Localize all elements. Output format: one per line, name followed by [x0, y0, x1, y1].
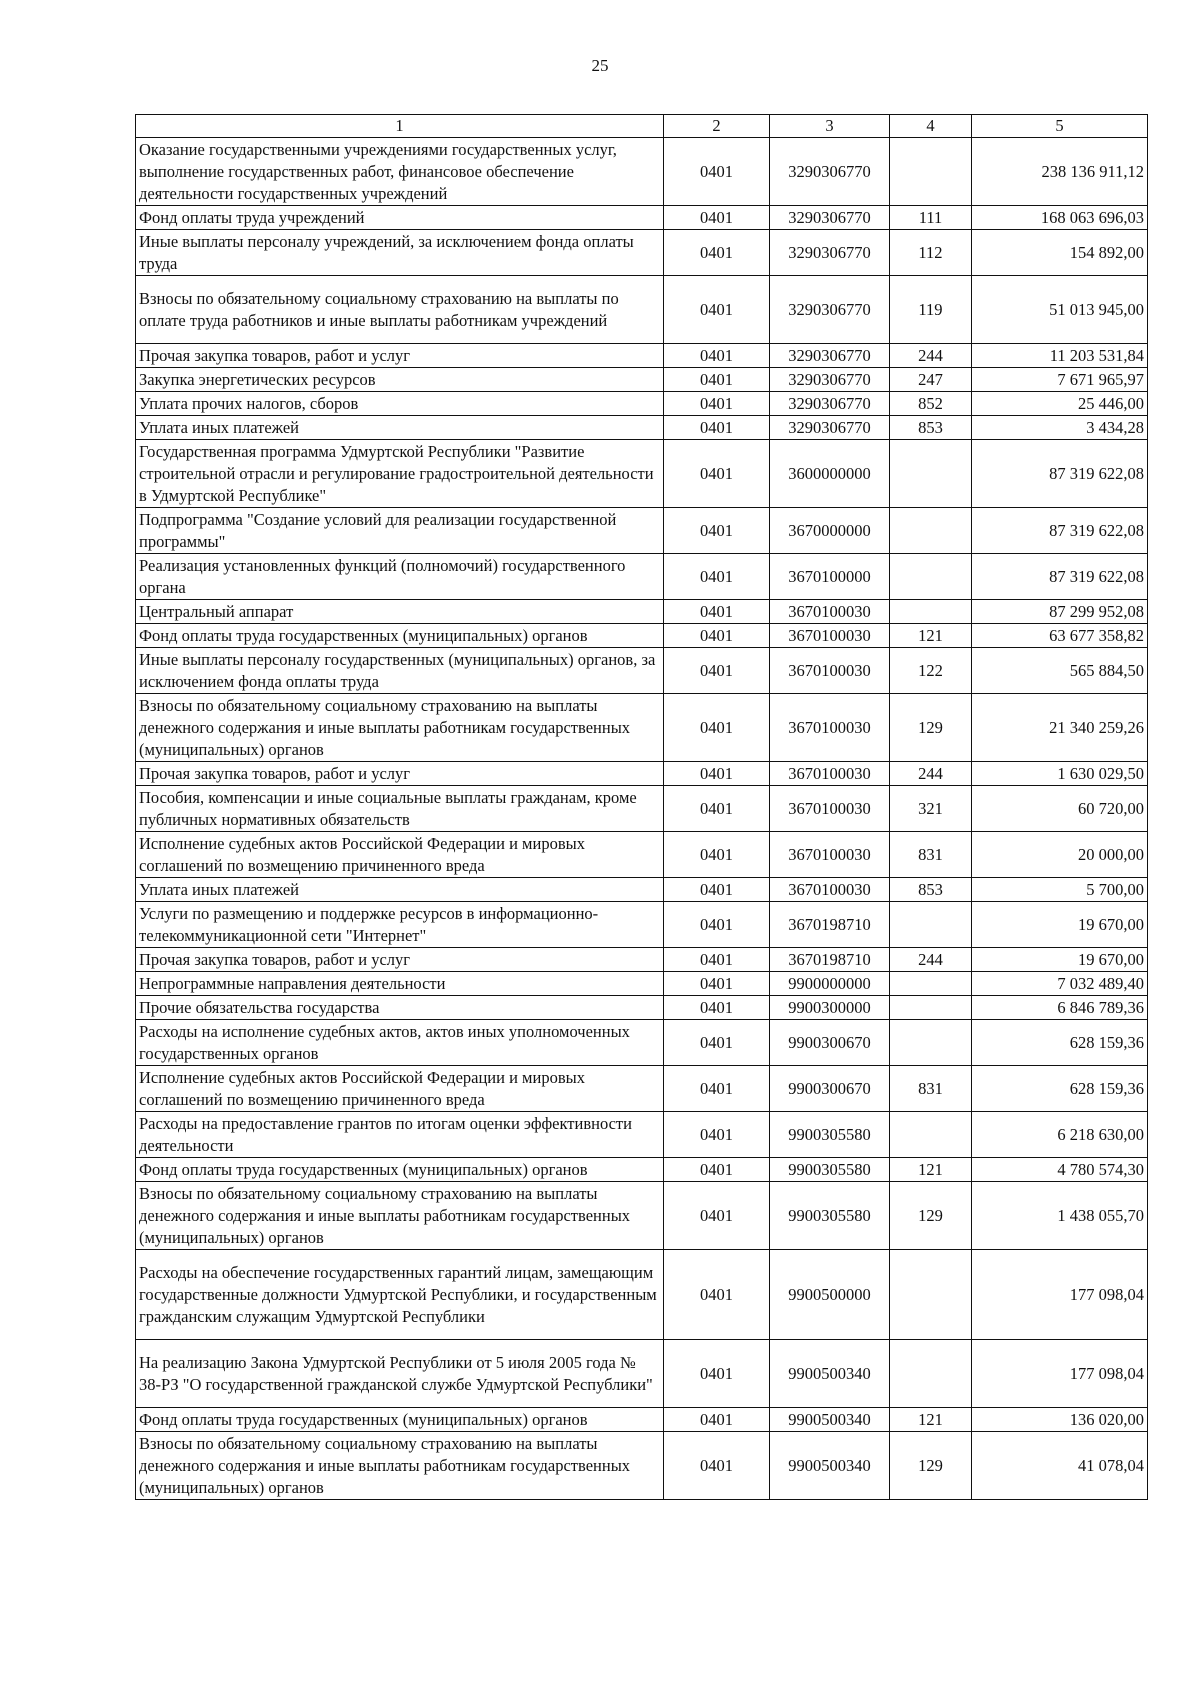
- target-code-cell: 9900300000: [770, 996, 890, 1020]
- expense-type-cell: 321: [890, 786, 972, 832]
- target-code-cell: 3670100030: [770, 648, 890, 694]
- row-name-cell: На реализацию Закона Удмуртской Республики от 5 июля 2005 года № 38-РЗ "О государственной гражданской службе Удмуртской Республики": [136, 1340, 664, 1408]
- expense-type-cell: [890, 600, 972, 624]
- section-code-cell: 0401: [664, 600, 770, 624]
- table-row: [136, 762, 1148, 786]
- row-name-cell: Расходы на исполнение судебных актов, актов иных уполномоченных государственных органов: [136, 1020, 664, 1066]
- amount-cell: 5 700,00: [972, 878, 1148, 902]
- expense-type-cell: 121: [890, 1158, 972, 1182]
- target-code-cell: 3670100030: [770, 878, 890, 902]
- section-code-cell: 0401: [664, 1408, 770, 1432]
- table-row: [136, 832, 1148, 878]
- section-code-cell: 0401: [664, 1158, 770, 1182]
- table-header: [136, 115, 1148, 138]
- section-code-cell: 0401: [664, 1066, 770, 1112]
- amount-cell: 177 098,04: [972, 1340, 1148, 1408]
- section-code-cell: 0401: [664, 624, 770, 648]
- section-code-cell: 0401: [664, 392, 770, 416]
- amount-cell: 1 630 029,50: [972, 762, 1148, 786]
- target-code-cell: 3670100030: [770, 600, 890, 624]
- table-row: [136, 694, 1148, 762]
- expense-type-cell: 247: [890, 368, 972, 392]
- row-name-cell: Фонд оплаты труда государственных (муниципальных) органов: [136, 1408, 664, 1432]
- expense-type-cell: 244: [890, 344, 972, 368]
- target-code-cell: 3290306770: [770, 416, 890, 440]
- expense-type-cell: [890, 1250, 972, 1340]
- header-col-1: 1: [136, 115, 664, 138]
- expense-type-cell: 244: [890, 948, 972, 972]
- header-row: [136, 115, 1148, 138]
- expense-type-cell: [890, 1112, 972, 1158]
- target-code-cell: 9900500340: [770, 1340, 890, 1408]
- expense-type-cell: 121: [890, 1408, 972, 1432]
- amount-cell: 168 063 696,03: [972, 206, 1148, 230]
- row-name-cell: Прочие обязательства государства: [136, 996, 664, 1020]
- table-body: [136, 138, 1148, 1500]
- target-code-cell: 9900300670: [770, 1020, 890, 1066]
- expense-type-cell: [890, 508, 972, 554]
- row-name-cell: Иные выплаты персоналу государственных (муниципальных) органов, за исключением фонда оплаты труда: [136, 648, 664, 694]
- table-row: [136, 1250, 1148, 1340]
- row-name-cell: Исполнение судебных актов Российской Федерации и мировых соглашений по возмещению причиненного вреда: [136, 1066, 664, 1112]
- table-row: [136, 1158, 1148, 1182]
- target-code-cell: 3290306770: [770, 344, 890, 368]
- header-col-3: 3: [770, 115, 890, 138]
- row-name-cell: Взносы по обязательному социальному страхованию на выплаты денежного содержания и иные выплаты работникам государственных (муниципальных) органов: [136, 1182, 664, 1250]
- row-name-cell: Государственная программа Удмуртской Республики "Развитие строительной отрасли и регулирование градостроительной деятельности в Удмуртской Республике": [136, 440, 664, 508]
- amount-cell: 87 319 622,08: [972, 440, 1148, 508]
- table-row: [136, 1182, 1148, 1250]
- amount-cell: 63 677 358,82: [972, 624, 1148, 648]
- target-code-cell: 3670100000: [770, 554, 890, 600]
- amount-cell: 19 670,00: [972, 948, 1148, 972]
- table-row: [136, 786, 1148, 832]
- row-name-cell: Уплата иных платежей: [136, 416, 664, 440]
- section-code-cell: 0401: [664, 996, 770, 1020]
- amount-cell: 19 670,00: [972, 902, 1148, 948]
- table-row: [136, 1020, 1148, 1066]
- target-code-cell: 3670100030: [770, 786, 890, 832]
- amount-cell: 628 159,36: [972, 1020, 1148, 1066]
- row-name-cell: Фонд оплаты труда учреждений: [136, 206, 664, 230]
- section-code-cell: 0401: [664, 1432, 770, 1500]
- table-row: [136, 878, 1148, 902]
- table-row: [136, 1066, 1148, 1112]
- expense-type-cell: 129: [890, 1182, 972, 1250]
- expense-type-cell: [890, 1020, 972, 1066]
- row-name-cell: Взносы по обязательному социальному страхованию на выплаты по оплате труда работников и иные выплаты работникам учреждений: [136, 276, 664, 344]
- amount-cell: 60 720,00: [972, 786, 1148, 832]
- expense-type-cell: 831: [890, 832, 972, 878]
- amount-cell: 87 319 622,08: [972, 508, 1148, 554]
- section-code-cell: 0401: [664, 694, 770, 762]
- section-code-cell: 0401: [664, 762, 770, 786]
- table-row: [136, 1408, 1148, 1432]
- target-code-cell: 3290306770: [770, 138, 890, 206]
- table-row: [136, 368, 1148, 392]
- section-code-cell: 0401: [664, 1112, 770, 1158]
- amount-cell: 11 203 531,84: [972, 344, 1148, 368]
- row-name-cell: Закупка энергетических ресурсов: [136, 368, 664, 392]
- expense-type-cell: 853: [890, 416, 972, 440]
- section-code-cell: 0401: [664, 878, 770, 902]
- header-col-2: 2: [664, 115, 770, 138]
- table-row: [136, 948, 1148, 972]
- section-code-cell: 0401: [664, 1020, 770, 1066]
- target-code-cell: 3670100030: [770, 762, 890, 786]
- row-name-cell: Исполнение судебных актов Российской Федерации и мировых соглашений по возмещению причиненного вреда: [136, 832, 664, 878]
- section-code-cell: 0401: [664, 1340, 770, 1408]
- target-code-cell: 9900000000: [770, 972, 890, 996]
- amount-cell: 154 892,00: [972, 230, 1148, 276]
- section-code-cell: 0401: [664, 972, 770, 996]
- expense-type-cell: 853: [890, 878, 972, 902]
- expense-type-cell: [890, 554, 972, 600]
- target-code-cell: 3670198710: [770, 902, 890, 948]
- expense-type-cell: 852: [890, 392, 972, 416]
- amount-cell: 4 780 574,30: [972, 1158, 1148, 1182]
- section-code-cell: 0401: [664, 786, 770, 832]
- table-row: [136, 392, 1148, 416]
- section-code-cell: 0401: [664, 416, 770, 440]
- row-name-cell: Расходы на предоставление грантов по итогам оценки эффективности деятельности: [136, 1112, 664, 1158]
- header-col-5: 5: [972, 115, 1148, 138]
- amount-cell: 41 078,04: [972, 1432, 1148, 1500]
- table-row: [136, 648, 1148, 694]
- row-name-cell: Фонд оплаты труда государственных (муниципальных) органов: [136, 624, 664, 648]
- row-name-cell: Фонд оплаты труда государственных (муниципальных) органов: [136, 1158, 664, 1182]
- table-row: [136, 1432, 1148, 1500]
- amount-cell: 628 159,36: [972, 1066, 1148, 1112]
- expense-type-cell: 129: [890, 1432, 972, 1500]
- target-code-cell: 3290306770: [770, 206, 890, 230]
- target-code-cell: 9900500000: [770, 1250, 890, 1340]
- row-name-cell: Взносы по обязательному социальному страхованию на выплаты денежного содержания и иные выплаты работникам государственных (муниципальных) органов: [136, 694, 664, 762]
- section-code-cell: 0401: [664, 832, 770, 878]
- expense-type-cell: [890, 972, 972, 996]
- row-name-cell: Уплата прочих налогов, сборов: [136, 392, 664, 416]
- expense-type-cell: 119: [890, 276, 972, 344]
- table-row: [136, 344, 1148, 368]
- expense-type-cell: [890, 902, 972, 948]
- target-code-cell: 9900305580: [770, 1182, 890, 1250]
- page-number: 25: [591, 56, 609, 75]
- table-row: [136, 554, 1148, 600]
- amount-cell: 1 438 055,70: [972, 1182, 1148, 1250]
- expense-type-cell: [890, 1340, 972, 1408]
- amount-cell: 3 434,28: [972, 416, 1148, 440]
- target-code-cell: 3290306770: [770, 392, 890, 416]
- expense-type-cell: 122: [890, 648, 972, 694]
- expense-type-cell: 111: [890, 206, 972, 230]
- table-row: [136, 600, 1148, 624]
- row-name-cell: Пособия, компенсации и иные социальные выплаты гражданам, кроме публичных нормативных обязательств: [136, 786, 664, 832]
- section-code-cell: 0401: [664, 368, 770, 392]
- target-code-cell: 3670100030: [770, 624, 890, 648]
- table-row: [136, 508, 1148, 554]
- row-name-cell: Взносы по обязательному социальному страхованию на выплаты денежного содержания и иные выплаты работникам государственных (муниципальных) органов: [136, 1432, 664, 1500]
- amount-cell: 238 136 911,12: [972, 138, 1148, 206]
- expense-type-cell: 129: [890, 694, 972, 762]
- expense-type-cell: 244: [890, 762, 972, 786]
- target-code-cell: 3670000000: [770, 508, 890, 554]
- target-code-cell: 3290306770: [770, 368, 890, 392]
- expense-type-cell: [890, 138, 972, 206]
- target-code-cell: 3290306770: [770, 230, 890, 276]
- expense-type-cell: [890, 440, 972, 508]
- section-code-cell: 0401: [664, 554, 770, 600]
- amount-cell: 6 846 789,36: [972, 996, 1148, 1020]
- row-name-cell: Расходы на обеспечение государственных гарантий лицам, замещающим государственные должности Удмуртской Республики, и государственным гражданским служащим Удмуртской Республики: [136, 1250, 664, 1340]
- section-code-cell: 0401: [664, 948, 770, 972]
- amount-cell: 20 000,00: [972, 832, 1148, 878]
- table-row: [136, 206, 1148, 230]
- amount-cell: 21 340 259,26: [972, 694, 1148, 762]
- section-code-cell: 0401: [664, 344, 770, 368]
- table-row: [136, 624, 1148, 648]
- row-name-cell: Центральный аппарат: [136, 600, 664, 624]
- target-code-cell: 3670100030: [770, 832, 890, 878]
- amount-cell: 87 299 952,08: [972, 600, 1148, 624]
- amount-cell: 177 098,04: [972, 1250, 1148, 1340]
- target-code-cell: 9900305580: [770, 1112, 890, 1158]
- table-row: [136, 996, 1148, 1020]
- row-name-cell: Уплата иных платежей: [136, 878, 664, 902]
- header-col-4: 4: [890, 115, 972, 138]
- expense-type-cell: 112: [890, 230, 972, 276]
- amount-cell: 25 446,00: [972, 392, 1148, 416]
- target-code-cell: 3670198710: [770, 948, 890, 972]
- amount-cell: 87 319 622,08: [972, 554, 1148, 600]
- amount-cell: 565 884,50: [972, 648, 1148, 694]
- row-name-cell: Иные выплаты персоналу учреждений, за исключением фонда оплаты труда: [136, 230, 664, 276]
- table-row: [136, 138, 1148, 206]
- section-code-cell: 0401: [664, 1250, 770, 1340]
- section-code-cell: 0401: [664, 1182, 770, 1250]
- row-name-cell: Прочая закупка товаров, работ и услуг: [136, 762, 664, 786]
- budget-table: [135, 114, 1148, 1500]
- target-code-cell: 9900500340: [770, 1408, 890, 1432]
- table-row: [136, 230, 1148, 276]
- section-code-cell: 0401: [664, 440, 770, 508]
- section-code-cell: 0401: [664, 276, 770, 344]
- expense-type-cell: 121: [890, 624, 972, 648]
- amount-cell: 6 218 630,00: [972, 1112, 1148, 1158]
- expense-type-cell: [890, 996, 972, 1020]
- target-code-cell: 9900500340: [770, 1432, 890, 1500]
- row-name-cell: Реализация установленных функций (полномочий) государственного органа: [136, 554, 664, 600]
- section-code-cell: 0401: [664, 206, 770, 230]
- table-row: [136, 416, 1148, 440]
- amount-cell: 7 032 489,40: [972, 972, 1148, 996]
- row-name-cell: Услуги по размещению и поддержке ресурсов в информационно-телекоммуникационной сети "Интернет": [136, 902, 664, 948]
- target-code-cell: 9900305580: [770, 1158, 890, 1182]
- section-code-cell: 0401: [664, 138, 770, 206]
- target-code-cell: 9900300670: [770, 1066, 890, 1112]
- row-name-cell: Непрограммные направления деятельности: [136, 972, 664, 996]
- table-row: [136, 1340, 1148, 1408]
- table-row: [136, 902, 1148, 948]
- row-name-cell: Прочая закупка товаров, работ и услуг: [136, 948, 664, 972]
- table-row: [136, 276, 1148, 344]
- row-name-cell: Подпрограмма "Создание условий для реализации государственной программы": [136, 508, 664, 554]
- row-name-cell: Оказание государственными учреждениями государственных услуг, выполнение государственных работ, финансовое обеспечение деятельности государственных учреждений: [136, 138, 664, 206]
- row-name-cell: Прочая закупка товаров, работ и услуг: [136, 344, 664, 368]
- target-code-cell: 3290306770: [770, 276, 890, 344]
- expense-type-cell: 831: [890, 1066, 972, 1112]
- section-code-cell: 0401: [664, 902, 770, 948]
- amount-cell: 7 671 965,97: [972, 368, 1148, 392]
- section-code-cell: 0401: [664, 648, 770, 694]
- section-code-cell: 0401: [664, 230, 770, 276]
- table-row: [136, 972, 1148, 996]
- target-code-cell: 3600000000: [770, 440, 890, 508]
- amount-cell: 136 020,00: [972, 1408, 1148, 1432]
- table-row: [136, 440, 1148, 508]
- amount-cell: 51 013 945,00: [972, 276, 1148, 344]
- target-code-cell: 3670100030: [770, 694, 890, 762]
- table-row: [136, 1112, 1148, 1158]
- section-code-cell: 0401: [664, 508, 770, 554]
